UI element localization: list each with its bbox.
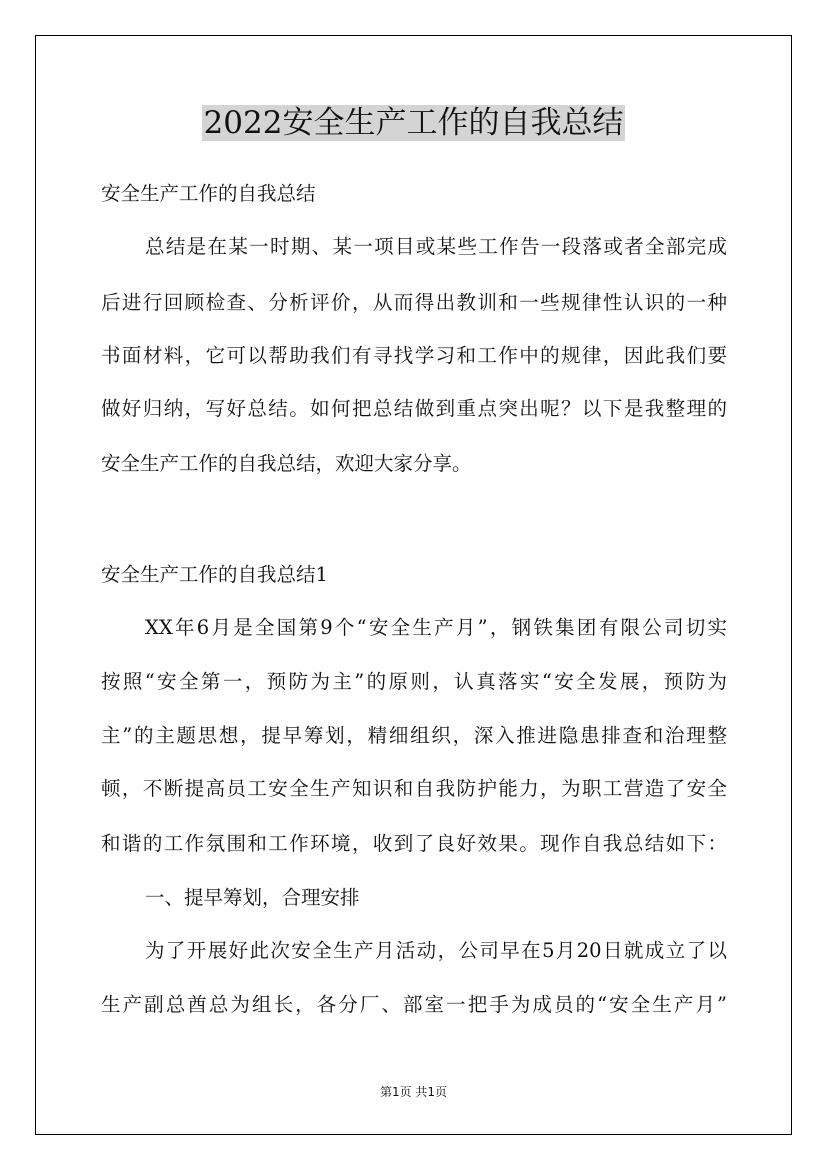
intro-line-4: 做好归纳，写好总结。如何把总结做到重点突出呢？以下是我整理的 <box>101 397 727 420</box>
section1-line-5: 和谐的工作氛围和工作环境，收到了良好效果。现作自我总结如下： <box>101 832 727 855</box>
intro-line-1: 总结是在某一时期、某一项目或某些工作告一段落或者全部完成 <box>145 235 727 258</box>
section1-line-3: 主”的主题思想，提早筹划，精细组织，深入推进隐患排查和治理整 <box>101 724 727 747</box>
intro-line-3: 书面材料，它可以帮助我们有寻找学习和工作中的规律，因此我们要 <box>101 344 727 367</box>
section1-line-1: XX年6月是全国第9个“安全生产月”，钢铁集团有限公司切实 <box>145 616 727 639</box>
section1-line-2: 按照“安全第一，预防为主”的原则，认真落实“安全发展，预防为 <box>101 670 727 693</box>
intro-line-5: 安全生产工作的自我总结，欢迎大家分享。 <box>101 452 472 475</box>
sub1-line-2: 生产副总酋总为组长，各分厂、部室一把手为成员的“安全生产月” <box>101 993 727 1016</box>
document-title <box>0 100 827 146</box>
section1-line-4: 顿，不断提高员工安全生产知识和自我防护能力，为职工营造了安全 <box>101 777 727 800</box>
sub1-line-1: 为了开展好此次安全生产月活动，公司早在5月20日就成立了以 <box>145 939 727 962</box>
document-heading: 安全生产工作的自我总结 <box>101 182 316 205</box>
document-title-text: 2022安全生产工作的自我总结 <box>203 105 624 141</box>
page-number-footer: 第1页 共1页 <box>379 1085 448 1099</box>
section1-heading: 安全生产工作的自我总结1 <box>101 563 328 586</box>
intro-line-2: 后进行回顾检查、分析评价，从而得出教训和一些规律性认识的一种 <box>101 291 727 314</box>
subheading-1: 一、提早筹划，合理安排 <box>145 886 360 909</box>
